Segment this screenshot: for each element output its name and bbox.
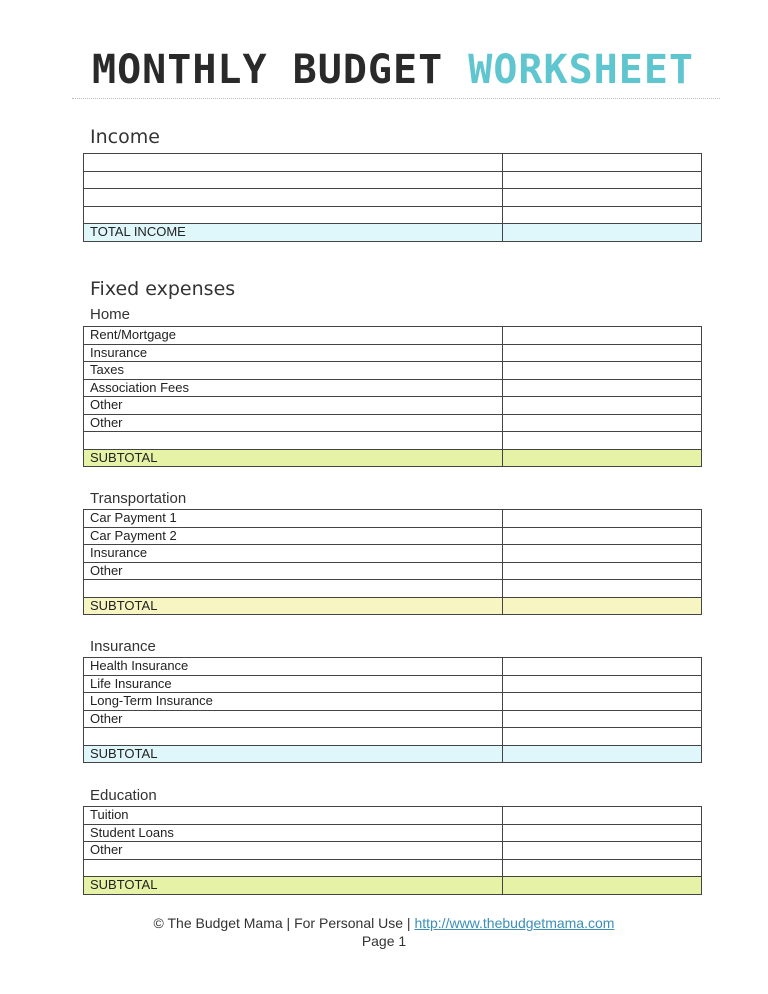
- transportation-table: [83, 509, 702, 615]
- row-amount[interactable]: [503, 379, 702, 397]
- total-label: SUBTOTAL: [84, 745, 503, 763]
- row-amount[interactable]: [503, 807, 702, 825]
- row-amount[interactable]: [503, 154, 702, 172]
- income-table: [83, 153, 702, 242]
- row-amount[interactable]: [503, 510, 702, 528]
- row-amount[interactable]: [503, 344, 702, 362]
- total-label: TOTAL INCOME: [84, 224, 503, 242]
- row-label[interactable]: Life Insurance: [84, 675, 503, 693]
- table-row: [84, 206, 702, 224]
- table-row: [84, 154, 702, 172]
- row-label[interactable]: Student Loans: [84, 824, 503, 842]
- total-amount[interactable]: [503, 745, 702, 763]
- table-row: [84, 728, 702, 746]
- total-amount[interactable]: [503, 877, 702, 895]
- table-row: [84, 362, 702, 380]
- worksheet-title: [0, 44, 768, 96]
- total-row: [84, 745, 702, 763]
- row-amount[interactable]: [503, 562, 702, 580]
- table-row: [84, 545, 702, 563]
- row-label[interactable]: Long-Term Insurance: [84, 693, 503, 711]
- row-amount[interactable]: [503, 432, 702, 450]
- row-label[interactable]: Car Payment 1: [84, 510, 503, 528]
- row-amount[interactable]: [503, 675, 702, 693]
- table-row: [84, 842, 702, 860]
- table-row: [84, 824, 702, 842]
- row-label[interactable]: Other: [84, 397, 503, 415]
- table-row: [84, 171, 702, 189]
- total-amount[interactable]: [503, 597, 702, 615]
- home-heading: Home: [90, 306, 131, 323]
- page-footer: [0, 914, 768, 950]
- income-heading: Income: [90, 126, 160, 148]
- row-label[interactable]: Other: [84, 710, 503, 728]
- education-heading: Education: [90, 787, 157, 804]
- row-amount[interactable]: [503, 859, 702, 877]
- total-label: SUBTOTAL: [84, 877, 503, 895]
- table-row: [84, 710, 702, 728]
- row-label[interactable]: [84, 154, 503, 172]
- row-amount[interactable]: [503, 824, 702, 842]
- row-label[interactable]: [84, 206, 503, 224]
- row-label[interactable]: Taxes: [84, 362, 503, 380]
- row-label[interactable]: Association Fees: [84, 379, 503, 397]
- row-label[interactable]: [84, 171, 503, 189]
- title-main: MONTHLY BUDGET: [92, 47, 444, 93]
- total-amount[interactable]: [503, 224, 702, 242]
- row-label[interactable]: Other: [84, 562, 503, 580]
- table-row: [84, 562, 702, 580]
- row-amount[interactable]: [503, 580, 702, 598]
- insurance-heading: Insurance: [90, 638, 156, 655]
- row-label[interactable]: Rent/Mortgage: [84, 327, 503, 345]
- total-row: [84, 449, 702, 467]
- insurance-table: [83, 657, 702, 763]
- total-label: SUBTOTAL: [84, 449, 503, 467]
- row-label[interactable]: [84, 728, 503, 746]
- transportation-heading: Transportation: [90, 490, 187, 507]
- row-label[interactable]: Insurance: [84, 344, 503, 362]
- table-row: [84, 527, 702, 545]
- table-row: [84, 693, 702, 711]
- row-label[interactable]: [84, 580, 503, 598]
- row-label[interactable]: Car Payment 2: [84, 527, 503, 545]
- footer-line: [0, 914, 768, 932]
- fixed-expenses-heading: Fixed expenses: [90, 278, 236, 300]
- row-label[interactable]: Health Insurance: [84, 658, 503, 676]
- education-table: [83, 806, 702, 895]
- total-row: [84, 597, 702, 615]
- table-row: [84, 658, 702, 676]
- row-label[interactable]: Tuition: [84, 807, 503, 825]
- total-row: [84, 877, 702, 895]
- table-row: [84, 675, 702, 693]
- table-row: [84, 414, 702, 432]
- row-amount[interactable]: [503, 658, 702, 676]
- footer-copyright: © The Budget Mama | For Personal Use |: [153, 915, 411, 931]
- page-number: Page 1: [361, 933, 407, 949]
- row-amount[interactable]: [503, 189, 702, 207]
- row-amount[interactable]: [503, 527, 702, 545]
- row-label[interactable]: Other: [84, 842, 503, 860]
- table-row: [84, 807, 702, 825]
- title-accent: WORKSHEET: [468, 47, 694, 93]
- row-amount[interactable]: [503, 362, 702, 380]
- row-amount[interactable]: [503, 693, 702, 711]
- table-row: [84, 327, 702, 345]
- row-amount[interactable]: [503, 545, 702, 563]
- table-row: [84, 859, 702, 877]
- title-divider: [72, 98, 720, 99]
- row-label[interactable]: [84, 189, 503, 207]
- home-table: [83, 326, 702, 467]
- row-label[interactable]: Other: [84, 414, 503, 432]
- row-amount[interactable]: [503, 171, 702, 189]
- row-amount[interactable]: [503, 327, 702, 345]
- total-amount[interactable]: [503, 449, 702, 467]
- row-amount[interactable]: [503, 842, 702, 860]
- table-row: [84, 344, 702, 362]
- row-amount[interactable]: [503, 206, 702, 224]
- row-label[interactable]: Insurance: [84, 545, 503, 563]
- row-label[interactable]: [84, 432, 503, 450]
- table-row: [84, 510, 702, 528]
- row-label[interactable]: [84, 859, 503, 877]
- footer-link[interactable]: http://www.thebudgetmama.com: [414, 915, 615, 931]
- table-row: [84, 397, 702, 415]
- row-amount[interactable]: [503, 710, 702, 728]
- row-amount[interactable]: [503, 397, 702, 415]
- table-row: [84, 432, 702, 450]
- row-amount[interactable]: [503, 728, 702, 746]
- table-row: [84, 379, 702, 397]
- total-row: [84, 224, 702, 242]
- row-amount[interactable]: [503, 414, 702, 432]
- table-row: [84, 189, 702, 207]
- table-row: [84, 580, 702, 598]
- total-label: SUBTOTAL: [84, 597, 503, 615]
